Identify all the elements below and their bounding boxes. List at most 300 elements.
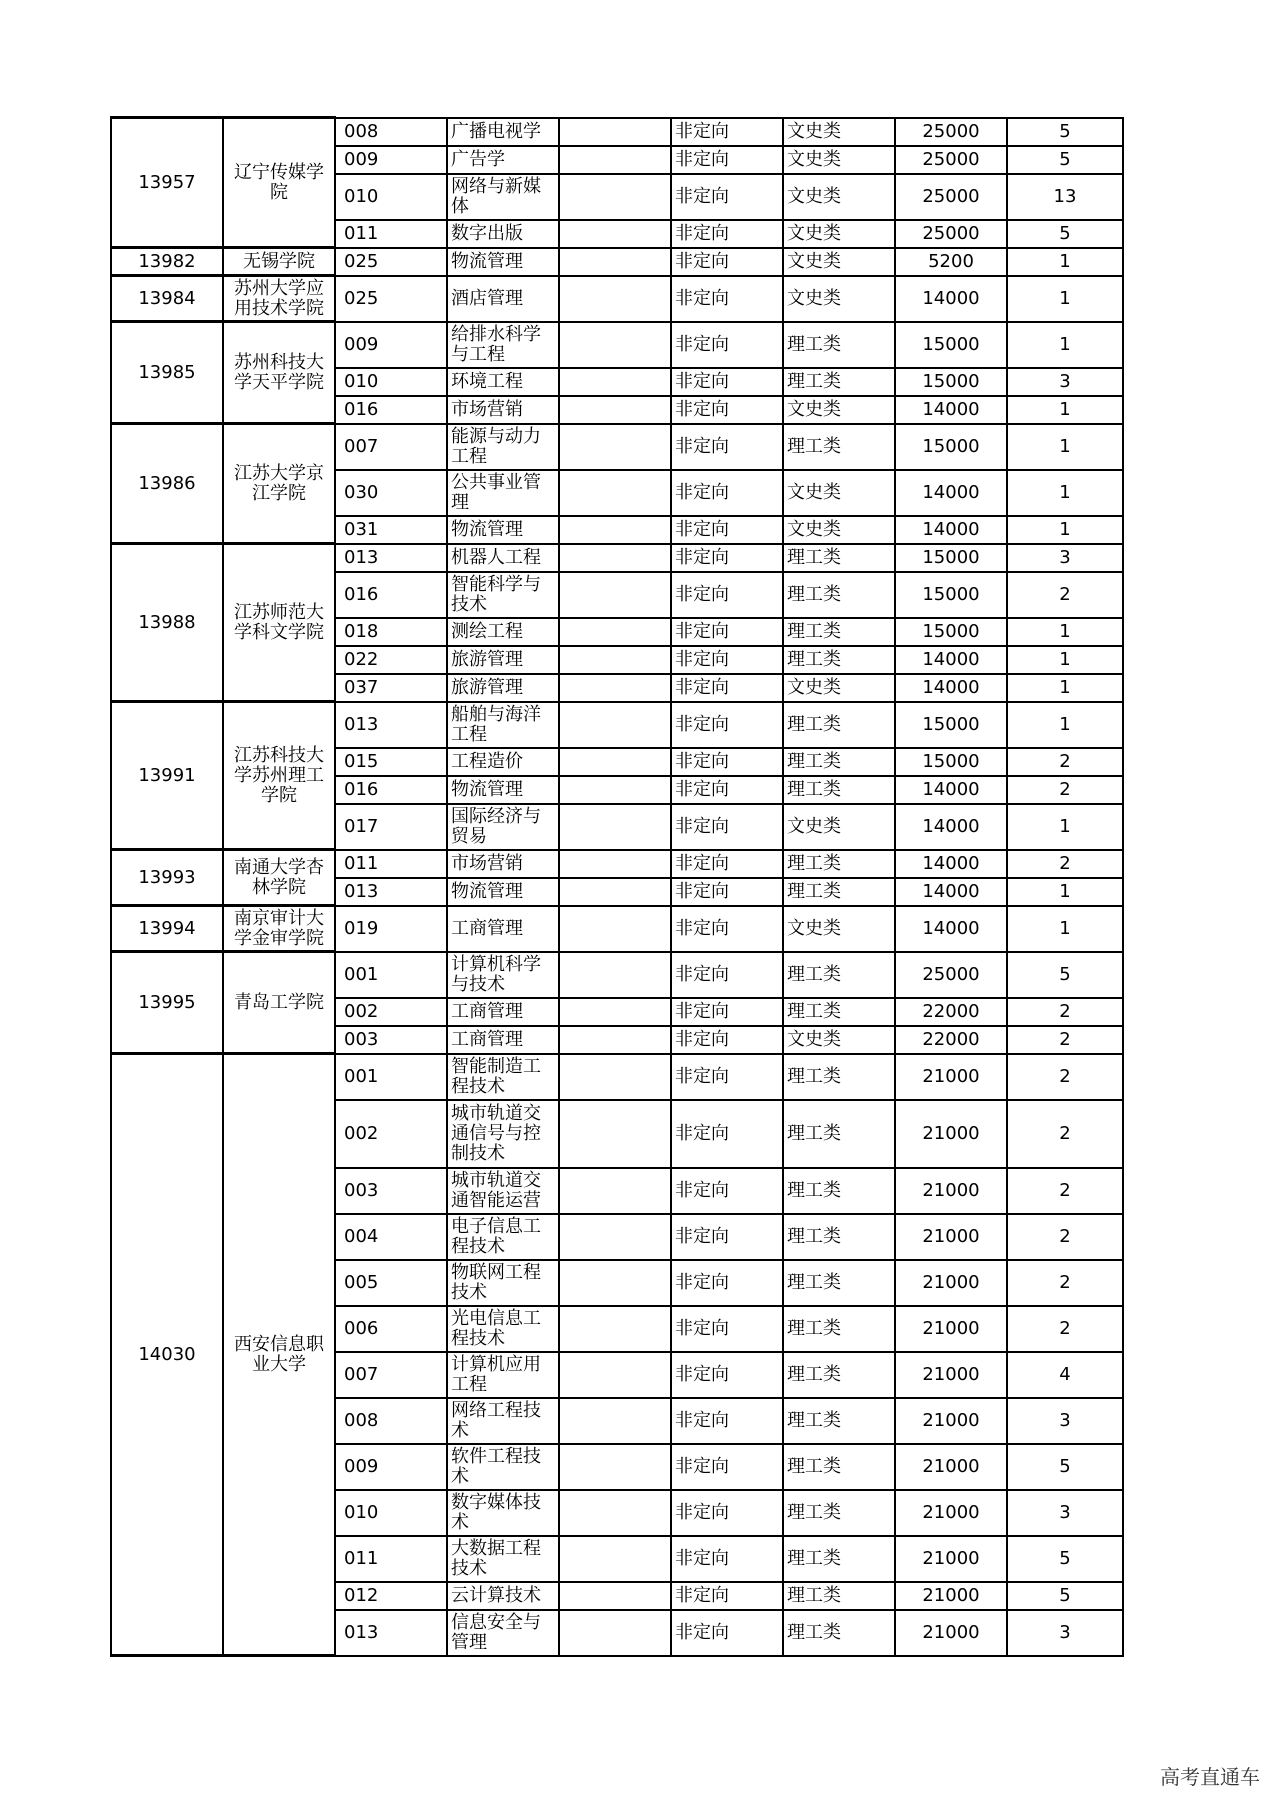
major-code: 013 — [335, 544, 447, 572]
subject-category: 理工类 — [783, 368, 895, 396]
enrollment-type: 非定向 — [671, 1352, 783, 1398]
major-name: 物联网工程技术 — [447, 1260, 559, 1306]
major-code: 016 — [335, 396, 447, 424]
major-code: 007 — [335, 424, 447, 470]
table-row — [111, 952, 1123, 998]
major-code: 025 — [335, 276, 447, 322]
major-name: 光电信息工程技术 — [447, 1306, 559, 1352]
plan-count: 2 — [1007, 1260, 1123, 1306]
major-name: 旅游管理 — [447, 646, 559, 674]
major-name: 市场营销 — [447, 396, 559, 424]
major-code: 031 — [335, 516, 447, 544]
empty-cell — [559, 1168, 671, 1214]
enrollment-type: 非定向 — [671, 1168, 783, 1214]
enrollment-type: 非定向 — [671, 470, 783, 516]
enrollment-type: 非定向 — [671, 618, 783, 646]
major-code: 010 — [335, 1490, 447, 1536]
university-code: 13994 — [111, 906, 223, 952]
subject-category: 理工类 — [783, 998, 895, 1026]
major-name: 工商管理 — [447, 906, 559, 952]
subject-category: 理工类 — [783, 952, 895, 998]
enrollment-type: 非定向 — [671, 850, 783, 878]
plan-count: 3 — [1007, 544, 1123, 572]
subject-category: 文史类 — [783, 516, 895, 544]
university-code: 13986 — [111, 424, 223, 544]
plan-count: 5 — [1007, 118, 1123, 146]
major-name: 智能制造工程技术 — [447, 1054, 559, 1100]
tuition-fee: 21000 — [895, 1352, 1007, 1398]
major-name: 网络与新媒体 — [447, 174, 559, 220]
empty-cell — [559, 118, 671, 146]
subject-category: 理工类 — [783, 1444, 895, 1490]
major-name: 城市轨道交通信号与控制技术 — [447, 1100, 559, 1168]
subject-category: 文史类 — [783, 174, 895, 220]
tuition-fee: 15000 — [895, 572, 1007, 618]
tuition-fee: 25000 — [895, 146, 1007, 174]
plan-count: 3 — [1007, 1398, 1123, 1444]
plan-count: 1 — [1007, 248, 1123, 276]
major-name: 计算机科学与技术 — [447, 952, 559, 998]
table-row — [111, 850, 1123, 878]
major-code: 009 — [335, 322, 447, 368]
plan-count: 2 — [1007, 1306, 1123, 1352]
tuition-fee: 14000 — [895, 674, 1007, 702]
tuition-fee: 21000 — [895, 1398, 1007, 1444]
empty-cell — [559, 674, 671, 702]
subject-category: 理工类 — [783, 1306, 895, 1352]
tuition-fee: 15000 — [895, 702, 1007, 748]
empty-cell — [559, 1054, 671, 1100]
university-name: 无锡学院 — [223, 248, 335, 276]
major-name: 工商管理 — [447, 998, 559, 1026]
subject-category: 理工类 — [783, 1054, 895, 1100]
major-code: 004 — [335, 1214, 447, 1260]
empty-cell — [559, 1398, 671, 1444]
university-code: 13982 — [111, 248, 223, 276]
tuition-fee: 21000 — [895, 1100, 1007, 1168]
tuition-fee: 22000 — [895, 998, 1007, 1026]
tuition-fee: 21000 — [895, 1490, 1007, 1536]
major-code: 018 — [335, 618, 447, 646]
empty-cell — [559, 618, 671, 646]
major-code: 009 — [335, 1444, 447, 1490]
major-name: 广播电视学 — [447, 118, 559, 146]
subject-category: 理工类 — [783, 1398, 895, 1444]
subject-category: 理工类 — [783, 1610, 895, 1656]
tuition-fee: 21000 — [895, 1214, 1007, 1260]
major-code: 002 — [335, 998, 447, 1026]
major-code: 019 — [335, 906, 447, 952]
university-code: 13985 — [111, 322, 223, 424]
plan-count: 1 — [1007, 276, 1123, 322]
empty-cell — [559, 776, 671, 804]
empty-cell — [559, 276, 671, 322]
subject-category: 理工类 — [783, 1582, 895, 1610]
tuition-fee: 21000 — [895, 1168, 1007, 1214]
major-name: 信息安全与管理 — [447, 1610, 559, 1656]
tuition-fee: 14000 — [895, 878, 1007, 906]
tuition-fee: 14000 — [895, 516, 1007, 544]
enrollment-type: 非定向 — [671, 776, 783, 804]
tuition-fee: 15000 — [895, 368, 1007, 396]
tuition-fee: 21000 — [895, 1610, 1007, 1656]
empty-cell — [559, 424, 671, 470]
tuition-fee: 15000 — [895, 424, 1007, 470]
major-name: 电子信息工程技术 — [447, 1214, 559, 1260]
subject-category: 理工类 — [783, 424, 895, 470]
major-name: 环境工程 — [447, 368, 559, 396]
plan-count: 5 — [1007, 952, 1123, 998]
table-row — [111, 118, 1123, 146]
subject-category: 理工类 — [783, 1490, 895, 1536]
major-name: 城市轨道交通智能运营 — [447, 1168, 559, 1214]
empty-cell — [559, 1306, 671, 1352]
major-name: 国际经济与贸易 — [447, 804, 559, 850]
subject-category: 文史类 — [783, 396, 895, 424]
plan-count: 5 — [1007, 1444, 1123, 1490]
major-code: 008 — [335, 1398, 447, 1444]
subject-category: 文史类 — [783, 276, 895, 322]
empty-cell — [559, 248, 671, 276]
subject-category: 文史类 — [783, 118, 895, 146]
watermark: 高考直通车 — [1160, 1765, 1260, 1789]
tuition-fee: 21000 — [895, 1306, 1007, 1352]
tuition-fee: 22000 — [895, 1026, 1007, 1054]
major-name: 市场营销 — [447, 850, 559, 878]
empty-cell — [559, 516, 671, 544]
empty-cell — [559, 322, 671, 368]
plan-count: 1 — [1007, 618, 1123, 646]
tuition-fee: 5200 — [895, 248, 1007, 276]
enrollment-type: 非定向 — [671, 804, 783, 850]
major-code: 013 — [335, 878, 447, 906]
tuition-fee: 15000 — [895, 748, 1007, 776]
enrollment-type: 非定向 — [671, 544, 783, 572]
empty-cell — [559, 998, 671, 1026]
subject-category: 文史类 — [783, 248, 895, 276]
empty-cell — [559, 470, 671, 516]
enrollment-type: 非定向 — [671, 276, 783, 322]
major-name: 物流管理 — [447, 776, 559, 804]
major-code: 006 — [335, 1306, 447, 1352]
major-name: 物流管理 — [447, 878, 559, 906]
table-row — [111, 702, 1123, 748]
tuition-fee: 14000 — [895, 776, 1007, 804]
enrollment-type: 非定向 — [671, 424, 783, 470]
major-code: 022 — [335, 646, 447, 674]
subject-category: 理工类 — [783, 1260, 895, 1306]
major-code: 037 — [335, 674, 447, 702]
plan-count: 2 — [1007, 748, 1123, 776]
plan-count: 2 — [1007, 850, 1123, 878]
university-code: 13991 — [111, 702, 223, 850]
major-name: 数字出版 — [447, 220, 559, 248]
enrollment-type: 非定向 — [671, 516, 783, 544]
plan-count: 1 — [1007, 424, 1123, 470]
plan-count: 1 — [1007, 804, 1123, 850]
major-name: 工程造价 — [447, 748, 559, 776]
enrollment-type: 非定向 — [671, 1214, 783, 1260]
empty-cell — [559, 368, 671, 396]
enrollment-type: 非定向 — [671, 1490, 783, 1536]
plan-count: 5 — [1007, 1536, 1123, 1582]
major-code: 011 — [335, 1536, 447, 1582]
university-name: 江苏师范大学科文学院 — [223, 544, 335, 702]
empty-cell — [559, 1100, 671, 1168]
empty-cell — [559, 396, 671, 424]
tuition-fee: 14000 — [895, 276, 1007, 322]
tuition-fee: 21000 — [895, 1582, 1007, 1610]
university-name: 江苏科技大学苏州理工学院 — [223, 702, 335, 850]
table-row — [111, 424, 1123, 470]
university-name: 苏州科技大学天平学院 — [223, 322, 335, 424]
enrollment-type: 非定向 — [671, 998, 783, 1026]
subject-category: 理工类 — [783, 322, 895, 368]
plan-count: 2 — [1007, 1214, 1123, 1260]
empty-cell — [559, 1352, 671, 1398]
enrollment-type: 非定向 — [671, 1398, 783, 1444]
enrollment-type: 非定向 — [671, 906, 783, 952]
tuition-fee: 14000 — [895, 646, 1007, 674]
subject-category: 文史类 — [783, 906, 895, 952]
major-name: 船舶与海洋工程 — [447, 702, 559, 748]
subject-category: 理工类 — [783, 702, 895, 748]
major-code: 011 — [335, 220, 447, 248]
subject-category: 理工类 — [783, 748, 895, 776]
university-code: 13995 — [111, 952, 223, 1054]
major-code: 005 — [335, 1260, 447, 1306]
empty-cell — [559, 702, 671, 748]
plan-count: 1 — [1007, 878, 1123, 906]
subject-category: 理工类 — [783, 544, 895, 572]
subject-category: 文史类 — [783, 146, 895, 174]
enrollment-type: 非定向 — [671, 322, 783, 368]
enrollment-type: 非定向 — [671, 118, 783, 146]
plan-count: 5 — [1007, 146, 1123, 174]
empty-cell — [559, 1444, 671, 1490]
enrollment-type: 非定向 — [671, 878, 783, 906]
major-code: 002 — [335, 1100, 447, 1168]
subject-category: 文史类 — [783, 470, 895, 516]
plan-count: 4 — [1007, 1352, 1123, 1398]
enrollment-type: 非定向 — [671, 1536, 783, 1582]
university-name: 南京审计大学金审学院 — [223, 906, 335, 952]
enrollment-type: 非定向 — [671, 952, 783, 998]
plan-count: 1 — [1007, 322, 1123, 368]
admission-table — [110, 116, 1124, 1657]
table-row — [111, 1054, 1123, 1100]
subject-category: 理工类 — [783, 878, 895, 906]
university-name: 江苏大学京江学院 — [223, 424, 335, 544]
enrollment-type: 非定向 — [671, 1026, 783, 1054]
major-code: 017 — [335, 804, 447, 850]
major-code: 030 — [335, 470, 447, 516]
major-code: 010 — [335, 174, 447, 220]
subject-category: 理工类 — [783, 1168, 895, 1214]
major-name: 计算机应用工程 — [447, 1352, 559, 1398]
enrollment-type: 非定向 — [671, 1100, 783, 1168]
plan-count: 2 — [1007, 1168, 1123, 1214]
subject-category: 文史类 — [783, 1026, 895, 1054]
enrollment-type: 非定向 — [671, 396, 783, 424]
plan-count: 1 — [1007, 470, 1123, 516]
empty-cell — [559, 1536, 671, 1582]
major-code: 013 — [335, 1610, 447, 1656]
empty-cell — [559, 1214, 671, 1260]
plan-count: 1 — [1007, 516, 1123, 544]
university-name: 辽宁传媒学院 — [223, 118, 335, 248]
empty-cell — [559, 572, 671, 618]
plan-count: 1 — [1007, 396, 1123, 424]
university-name: 南通大学杏林学院 — [223, 850, 335, 906]
enrollment-type: 非定向 — [671, 146, 783, 174]
tuition-fee: 25000 — [895, 220, 1007, 248]
major-name: 测绘工程 — [447, 618, 559, 646]
major-name: 大数据工程技术 — [447, 1536, 559, 1582]
major-name: 广告学 — [447, 146, 559, 174]
table-row — [111, 906, 1123, 952]
plan-count: 2 — [1007, 998, 1123, 1026]
major-name: 工商管理 — [447, 1026, 559, 1054]
tuition-fee: 14000 — [895, 396, 1007, 424]
enrollment-type: 非定向 — [671, 174, 783, 220]
subject-category: 理工类 — [783, 1352, 895, 1398]
major-name: 软件工程技术 — [447, 1444, 559, 1490]
major-code: 001 — [335, 1054, 447, 1100]
major-code: 001 — [335, 952, 447, 998]
university-name: 苏州大学应用技术学院 — [223, 276, 335, 322]
tuition-fee: 25000 — [895, 174, 1007, 220]
major-code: 015 — [335, 748, 447, 776]
tuition-fee: 15000 — [895, 618, 1007, 646]
tuition-fee: 21000 — [895, 1260, 1007, 1306]
tuition-fee: 21000 — [895, 1536, 1007, 1582]
subject-category: 文史类 — [783, 674, 895, 702]
empty-cell — [559, 220, 671, 248]
subject-category: 理工类 — [783, 1100, 895, 1168]
empty-cell — [559, 1026, 671, 1054]
major-code: 008 — [335, 118, 447, 146]
empty-cell — [559, 1582, 671, 1610]
plan-count: 5 — [1007, 220, 1123, 248]
enrollment-type: 非定向 — [671, 248, 783, 276]
empty-cell — [559, 1490, 671, 1536]
major-name: 酒店管理 — [447, 276, 559, 322]
plan-count: 2 — [1007, 1026, 1123, 1054]
empty-cell — [559, 878, 671, 906]
university-code: 14030 — [111, 1054, 223, 1656]
university-code: 13988 — [111, 544, 223, 702]
enrollment-type: 非定向 — [671, 1260, 783, 1306]
enrollment-type: 非定向 — [671, 1054, 783, 1100]
table-row — [111, 276, 1123, 322]
plan-count: 2 — [1007, 1054, 1123, 1100]
empty-cell — [559, 952, 671, 998]
major-name: 旅游管理 — [447, 674, 559, 702]
major-name: 物流管理 — [447, 516, 559, 544]
tuition-fee: 14000 — [895, 906, 1007, 952]
subject-category: 理工类 — [783, 850, 895, 878]
university-code: 13957 — [111, 118, 223, 248]
table-row — [111, 248, 1123, 276]
subject-category: 文史类 — [783, 220, 895, 248]
tuition-fee: 15000 — [895, 322, 1007, 368]
plan-count: 3 — [1007, 1490, 1123, 1536]
major-name: 机器人工程 — [447, 544, 559, 572]
enrollment-type: 非定向 — [671, 646, 783, 674]
tuition-fee: 25000 — [895, 952, 1007, 998]
major-name: 物流管理 — [447, 248, 559, 276]
enrollment-type: 非定向 — [671, 1610, 783, 1656]
enrollment-type: 非定向 — [671, 748, 783, 776]
major-code: 003 — [335, 1168, 447, 1214]
enrollment-type: 非定向 — [671, 1306, 783, 1352]
university-code: 13984 — [111, 276, 223, 322]
major-code: 013 — [335, 702, 447, 748]
tuition-fee: 14000 — [895, 804, 1007, 850]
major-code: 011 — [335, 850, 447, 878]
enrollment-type: 非定向 — [671, 572, 783, 618]
empty-cell — [559, 174, 671, 220]
university-name: 青岛工学院 — [223, 952, 335, 1054]
enrollment-type: 非定向 — [671, 220, 783, 248]
tuition-fee: 21000 — [895, 1444, 1007, 1490]
subject-category: 理工类 — [783, 646, 895, 674]
empty-cell — [559, 906, 671, 952]
enrollment-type: 非定向 — [671, 1444, 783, 1490]
subject-category: 理工类 — [783, 1214, 895, 1260]
enrollment-type: 非定向 — [671, 368, 783, 396]
tuition-fee: 25000 — [895, 118, 1007, 146]
subject-category: 理工类 — [783, 1536, 895, 1582]
major-code: 010 — [335, 368, 447, 396]
major-code: 012 — [335, 1582, 447, 1610]
plan-count: 1 — [1007, 646, 1123, 674]
enrollment-type: 非定向 — [671, 674, 783, 702]
empty-cell — [559, 850, 671, 878]
plan-count: 1 — [1007, 702, 1123, 748]
plan-count: 5 — [1007, 1582, 1123, 1610]
subject-category: 理工类 — [783, 776, 895, 804]
plan-count: 2 — [1007, 572, 1123, 618]
tuition-fee: 15000 — [895, 544, 1007, 572]
empty-cell — [559, 146, 671, 174]
major-code: 007 — [335, 1352, 447, 1398]
table-row — [111, 544, 1123, 572]
plan-count: 2 — [1007, 1100, 1123, 1168]
major-name: 给排水科学与工程 — [447, 322, 559, 368]
major-name: 数字媒体技术 — [447, 1490, 559, 1536]
major-code: 016 — [335, 572, 447, 618]
major-name: 能源与动力工程 — [447, 424, 559, 470]
plan-count: 1 — [1007, 674, 1123, 702]
major-code: 009 — [335, 146, 447, 174]
empty-cell — [559, 646, 671, 674]
university-code: 13993 — [111, 850, 223, 906]
subject-category: 文史类 — [783, 804, 895, 850]
university-name: 西安信息职业大学 — [223, 1054, 335, 1656]
empty-cell — [559, 1610, 671, 1656]
subject-category: 理工类 — [783, 572, 895, 618]
plan-count: 2 — [1007, 776, 1123, 804]
tuition-fee: 14000 — [895, 470, 1007, 516]
empty-cell — [559, 748, 671, 776]
major-name: 智能科学与技术 — [447, 572, 559, 618]
empty-cell — [559, 1260, 671, 1306]
enrollment-type: 非定向 — [671, 702, 783, 748]
major-name: 云计算技术 — [447, 1582, 559, 1610]
plan-count: 3 — [1007, 368, 1123, 396]
